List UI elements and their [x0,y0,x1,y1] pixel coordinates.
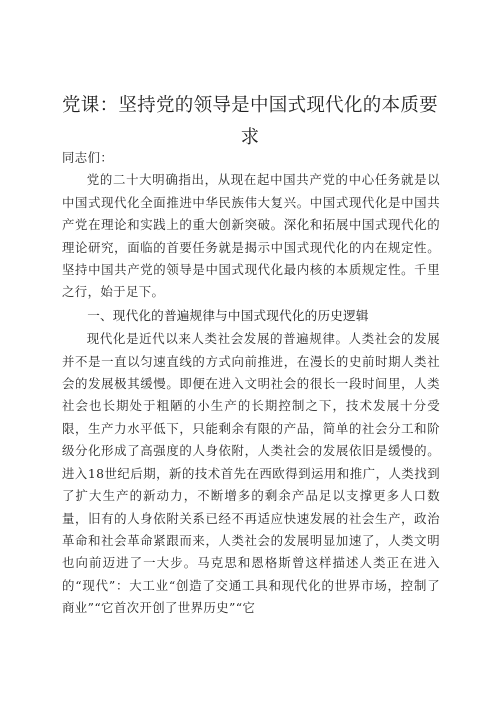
section-paragraph: 现代化是近代以来人类社会发展的普遍规律。人类社会的发展并不是一直以匀速直线的方式向前推进，在漫长的史前时期人类社会的发展极其缓慢。即便在进入文明社会的很长一段时间里，人类社会也长期处于粗陋的小生产的长期控制之下，技术发展十分受限，生产力水平低下，只能剩余有限的产品，简单的社会分工和阶级分化形成了高强度的人身依附，人类社会的发展依旧是缓慢的。进入18世纪后期，新的技术首先在西欧得到运用和推广，人类找到了扩大生产的新动力，不断增多的剩余产品足以支撑更多人口数量，旧有的人身依附关系已经不再适应快速发展的社会生产，政治革命和社会革命紧跟而来，人类社会的发展明显加速了，人类文明也向前迈进了一大步。马克思和恩格斯曾这样描述人类正在进入的“现代”：大工业“创造了交通工具和现代化的世界市场，控制了商业”“它首次开创了世界历史”“它 [62,331,440,616]
intro-paragraph: 党的二十大明确指出，从现在起中国共产党的中心任务就是以中国式现代化全面推进中华民族伟大复兴。中国式现代化是中国共产党在理论和实践上的重大创新突破。深化和拓展中国式现代化的理论研究，面临的首要任务就是揭示中国式现代化的内在规定性。坚持中国共产党的领导是中国式现代化最内核的本质规定性。千里之行，始于足下。 [62,172,440,300]
document-body [62,147,440,620]
document-title: 党课：坚持党的领导是中国式现代化的本质要求 [61,95,438,148]
greeting: 同志们： [62,150,114,165]
section-heading: 一、现代化的普遍规律与中国式现代化的历史逻辑 [87,307,369,323]
